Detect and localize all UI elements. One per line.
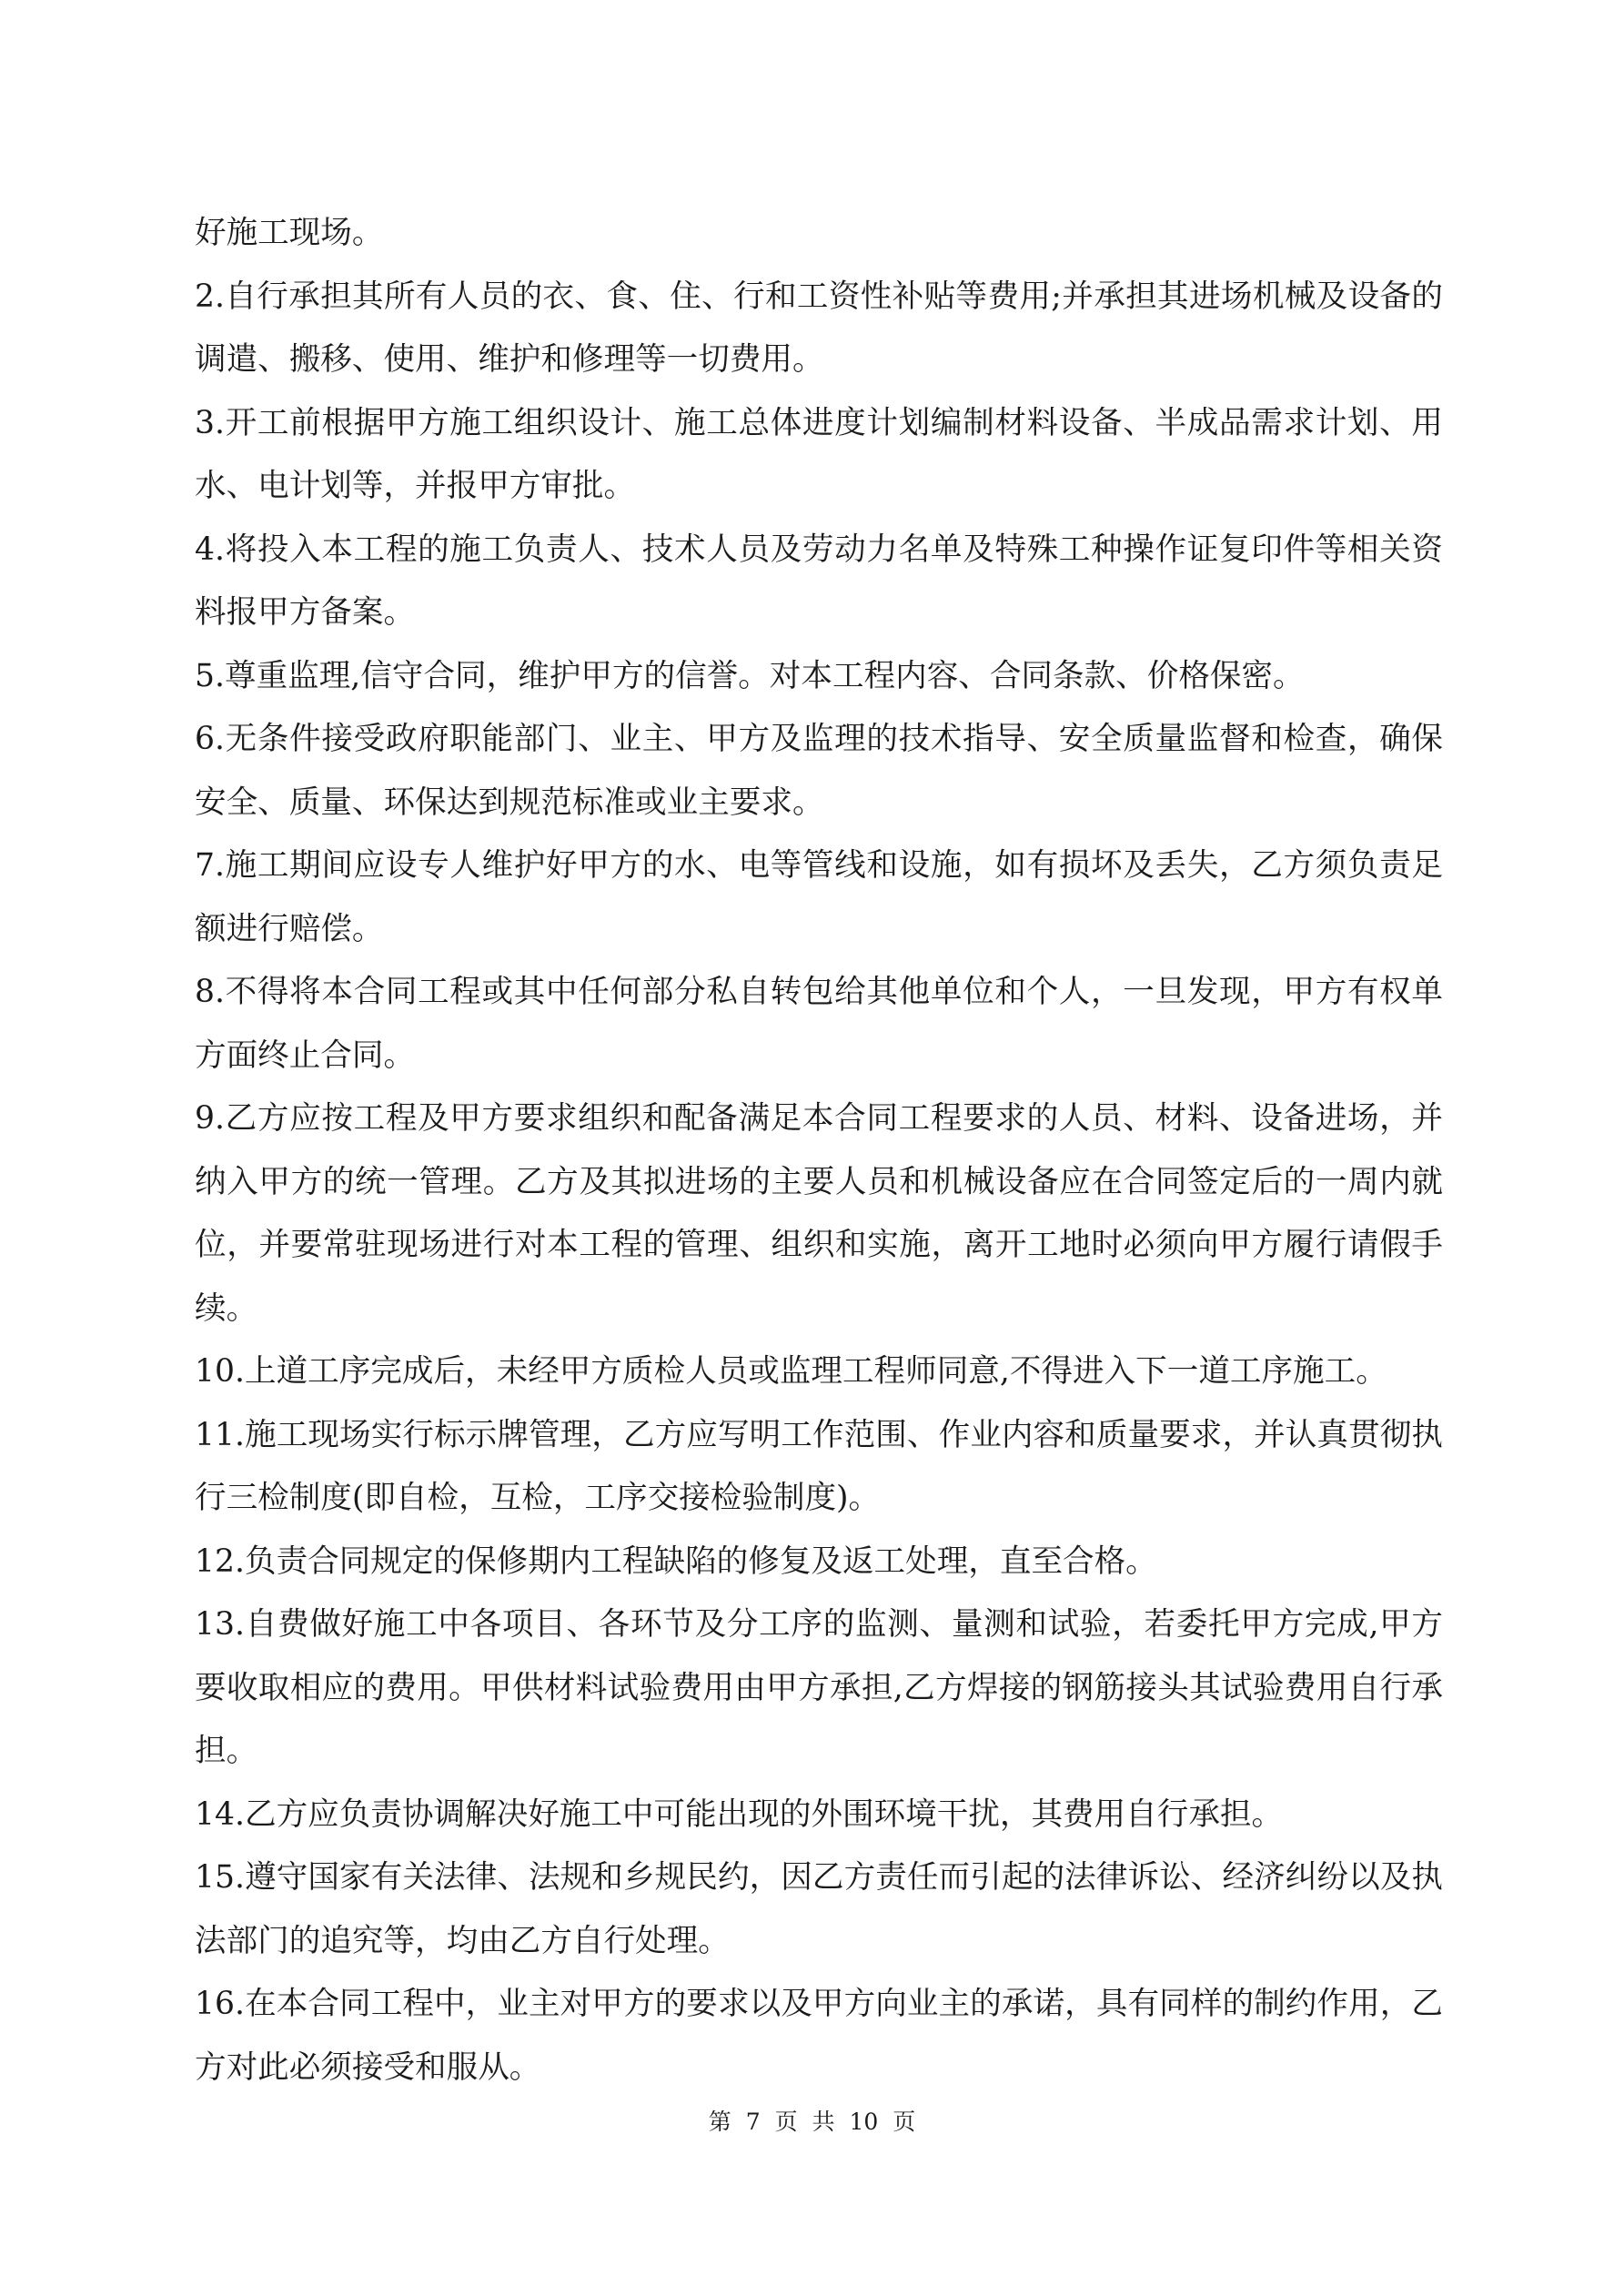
clause-2: 2.自行承担其所有人员的衣、食、住、行和工资性补贴等费用;并承担其进场机械及设备的调遣、搬移、使用、维护和修理等一切费用。 (195, 278, 1443, 378)
clause-10: 10.上道工序完成后，未经甲方质检人员或监理工程师同意,不得进入下一道工序施工。 (195, 1353, 1387, 1390)
paragraph-continuation: 好施工现场。 (195, 215, 384, 251)
clause-8: 8.不得将本合同工程或其中任何部分私自转包给其他单位和个人，一旦发现，甲方有权单方面终止合同。 (195, 974, 1443, 1074)
clause-3: 3.开工前根据甲方施工组织设计、施工总体进度计划编制材料设备、半成品需求计划、用水、电计划等，并报甲方审批。 (195, 404, 1443, 504)
clause-14: 14.乙方应负责协调解决好施工中可能出现的外围环境干扰，其费用自行承担。 (195, 1795, 1284, 1833)
page-number-footer: 第 7 页 共 10 页 (708, 2109, 916, 2135)
clause-6: 6.无条件接受政府职能部门、业主、甲方及监理的技术指导、安全质量监督和检查，确保安全、质量、环保达到规范标准或业主要求。 (195, 721, 1443, 821)
clause-9: 9.乙方应按工程及甲方要求组织和配备满足本合同工程要求的人员、材料、设备进场，并纳入甲方的统一管理。乙方及其拟进场的主要人员和机械设备应在合同签定后的一周内就位，并要常驻现场进行对本工程的管理、组织和实施，离开工地时必须向甲方履行请假手续。 (195, 1100, 1443, 1327)
contract-body (195, 202, 1443, 2099)
clause-5: 5.尊重监理,信守合同，维护甲方的信誉。对本工程内容、合同条款、价格保密。 (195, 657, 1305, 694)
clause-16: 16.在本合同工程中，业主对甲方的要求以及甲方向业主的承诺，具有同样的制约作用，乙方对此必须接受和服从。 (195, 1986, 1443, 2086)
clause-11: 11.施工现场实行标示牌管理，乙方应写明工作范围、作业内容和质量要求，并认真贯彻执行三检制度(即自检，互检，工序交接检验制度)。 (195, 1416, 1443, 1516)
clause-15: 15.遵守国家有关法律、法规和乡规民约，因乙方责任而引起的法律诉讼、经济纠纷以及执法部门的追究等，均由乙方自行处理。 (195, 1859, 1443, 1959)
clause-4: 4.将投入本工程的施工负责人、技术人员及劳动力名单及特殊工种操作证复印件等相关资料报甲方备案。 (195, 531, 1443, 631)
clause-13: 13.自费做好施工中各项目、各环节及分工序的监测、量测和试验，若委托甲方完成,甲方要收取相应的费用。甲供材料试验费用由甲方承担,乙方焊接的钢筋接头其试验费用自行承担。 (195, 1606, 1443, 1769)
clause-7: 7.施工期间应设专人维护好甲方的水、电等管线和设施，如有损坏及丢失，乙方须负责足额进行赔偿。 (195, 847, 1443, 947)
clause-12: 12.负责合同规定的保修期内工程缺陷的修复及返工处理，直至合格。 (195, 1542, 1157, 1580)
